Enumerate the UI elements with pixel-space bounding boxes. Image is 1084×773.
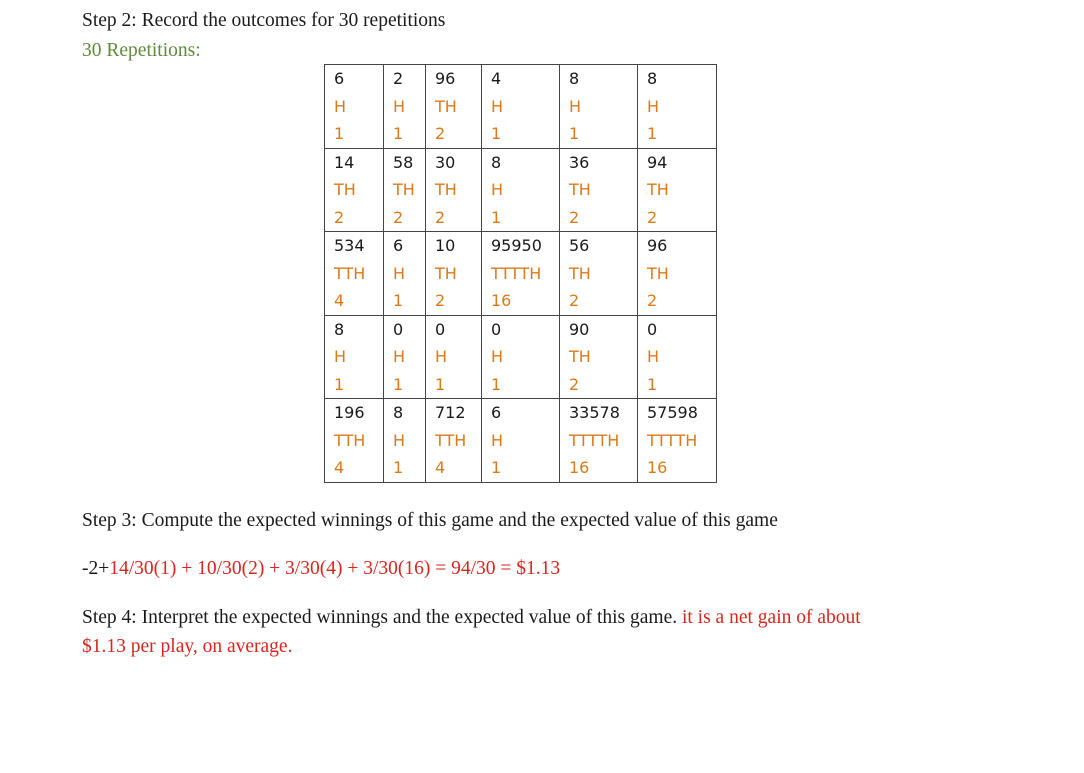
payout-value: 2 — [435, 207, 446, 227]
random-number: 196 — [334, 403, 365, 422]
outcome-cell — [325, 232, 384, 316]
outcome-cell — [482, 232, 560, 316]
coin-outcome: TTTTH — [491, 263, 542, 283]
random-number: 95950 — [491, 236, 542, 255]
coin-outcome: TH — [647, 263, 669, 283]
payout-value: 1 — [334, 374, 345, 394]
outcome-cell — [426, 148, 482, 232]
payout-value: 2 — [569, 207, 580, 227]
outcome-cell — [638, 148, 717, 232]
outcome-cell — [426, 399, 482, 483]
payout-value: 1 — [393, 124, 404, 143]
coin-outcome: H — [334, 96, 347, 116]
outcome-cell — [325, 315, 384, 399]
coin-outcome: H — [393, 96, 406, 116]
step4-answer-start: it is a net gain of about — [681, 607, 861, 628]
coin-outcome: TH — [334, 180, 356, 199]
outcome-cell — [426, 315, 482, 399]
random-number: 10 — [435, 236, 456, 255]
coin-outcome: H — [491, 347, 504, 366]
outcome-cell — [325, 148, 384, 232]
coin-outcome: H — [393, 263, 406, 283]
random-number: 90 — [569, 319, 590, 339]
coin-outcome: H — [491, 430, 504, 450]
random-number: 0 — [435, 319, 446, 339]
random-number: 2 — [393, 69, 404, 88]
random-number: 0 — [647, 319, 658, 339]
random-number: 56 — [569, 236, 590, 255]
coin-outcome: TH — [393, 180, 415, 199]
coin-outcome: TH — [435, 180, 457, 199]
outcome-cell — [638, 232, 717, 316]
table-row — [325, 232, 717, 316]
step4-heading — [82, 606, 861, 630]
outcome-cell — [426, 65, 482, 149]
random-number: 6 — [393, 236, 404, 255]
coin-outcome: TTTTH — [647, 430, 698, 450]
table-row — [325, 148, 717, 232]
random-number: 534 — [334, 236, 365, 255]
coin-outcome: H — [334, 347, 347, 366]
payout-value: 2 — [647, 291, 658, 310]
payout-value: 1 — [334, 124, 345, 143]
payout-value: 1 — [491, 458, 502, 477]
table-row — [325, 315, 717, 399]
repetitions-heading: 30 Repetitions: — [82, 40, 201, 61]
random-number: 8 — [393, 403, 404, 422]
random-number: 57598 — [647, 403, 698, 422]
outcome-cell — [560, 315, 638, 399]
outcome-cell — [426, 232, 482, 316]
outcome-cell — [325, 65, 384, 149]
coin-outcome: H — [569, 96, 582, 116]
coin-outcome: TH — [569, 180, 591, 199]
coin-outcome: TH — [435, 96, 457, 116]
payout-value: 16 — [569, 458, 590, 477]
payout-value: 4 — [435, 458, 446, 477]
step3-heading: Step 3: Compute the expected winnings of this game and the expected value of this game — [82, 510, 778, 531]
payout-value: 1 — [569, 124, 580, 143]
outcome-cell — [638, 399, 717, 483]
payout-value: 2 — [435, 124, 446, 143]
payout-value: 2 — [569, 291, 580, 310]
outcome-cell — [482, 315, 560, 399]
random-number: 14 — [334, 152, 355, 172]
payout-value: 1 — [491, 207, 502, 227]
coin-outcome: H — [491, 180, 504, 199]
random-number: 30 — [435, 152, 456, 172]
coin-outcome: H — [491, 96, 504, 116]
table-row — [325, 399, 717, 483]
table-row — [325, 65, 717, 149]
coin-outcome: TTH — [435, 430, 467, 450]
step2-heading: Step 2: Record the outcomes for 30 repetitions — [82, 10, 446, 31]
formula-terms: 14/30(1) + 10/30(2) + 3/30(4) + 3/30(16) = 94/30 = $1.13 — [109, 558, 561, 579]
step4-answer-end: $1.13 per play, on average. — [82, 636, 293, 657]
payout-value: 16 — [491, 291, 512, 310]
random-number: 58 — [393, 152, 414, 172]
random-number: 8 — [569, 69, 580, 88]
random-number: 4 — [491, 69, 502, 88]
payout-value: 1 — [393, 374, 404, 394]
random-number: 33578 — [569, 403, 620, 422]
random-number: 0 — [393, 319, 404, 339]
outcome-cell — [560, 65, 638, 149]
outcomes-table-body — [325, 65, 717, 483]
coin-outcome: H — [647, 96, 660, 116]
outcome-cell — [638, 315, 717, 399]
coin-outcome: TH — [647, 180, 669, 199]
outcome-cell — [560, 148, 638, 232]
random-number: 6 — [334, 69, 345, 88]
outcome-cell — [482, 148, 560, 232]
outcome-cell — [384, 148, 426, 232]
payout-value: 2 — [647, 207, 658, 227]
payout-value: 1 — [435, 374, 446, 394]
payout-value: 1 — [491, 124, 502, 143]
coin-outcome: TH — [569, 263, 591, 283]
random-number: 8 — [647, 69, 658, 88]
formula-prefix: -2+ — [82, 558, 110, 579]
payout-value: 2 — [435, 291, 446, 310]
random-number: 96 — [435, 69, 456, 88]
outcome-cell — [325, 399, 384, 483]
outcomes-table — [324, 64, 717, 483]
random-number: 36 — [569, 152, 590, 172]
random-number: 712 — [435, 403, 466, 422]
outcome-cell — [482, 65, 560, 149]
outcome-cell — [384, 399, 426, 483]
payout-value: 4 — [334, 291, 345, 310]
payout-value: 1 — [393, 291, 404, 310]
payout-value: 2 — [334, 207, 345, 227]
outcome-cell — [560, 399, 638, 483]
payout-value: 4 — [334, 458, 345, 477]
coin-outcome: TTH — [334, 263, 366, 283]
outcome-cell — [384, 315, 426, 399]
coin-outcome: TH — [569, 347, 591, 366]
outcome-cell — [560, 232, 638, 316]
coin-outcome: TTTTH — [569, 430, 620, 450]
random-number: 8 — [334, 319, 345, 339]
step4-prompt: Step 4: Interpret the expected winnings and the expected value of this game. — [82, 607, 682, 628]
payout-value: 16 — [647, 458, 668, 477]
payout-value: 1 — [647, 374, 658, 394]
random-number: 0 — [491, 319, 502, 339]
coin-outcome: TTH — [334, 430, 366, 450]
coin-outcome: H — [393, 430, 406, 450]
coin-outcome: H — [393, 347, 406, 366]
coin-outcome: TH — [435, 263, 457, 283]
random-number: 94 — [647, 152, 668, 172]
random-number: 96 — [647, 236, 668, 255]
coin-outcome: H — [435, 347, 448, 366]
payout-value: 1 — [647, 124, 658, 143]
outcome-cell — [638, 65, 717, 149]
random-number: 6 — [491, 403, 502, 422]
payout-value: 2 — [569, 374, 580, 394]
coin-outcome: H — [647, 347, 660, 366]
outcome-cell — [384, 65, 426, 149]
expected-value-formula — [82, 557, 560, 581]
payout-value: 2 — [393, 207, 404, 227]
payout-value: 1 — [491, 374, 502, 394]
outcome-cell — [384, 232, 426, 316]
payout-value: 1 — [393, 458, 404, 477]
outcome-cell — [482, 399, 560, 483]
random-number: 8 — [491, 152, 502, 172]
